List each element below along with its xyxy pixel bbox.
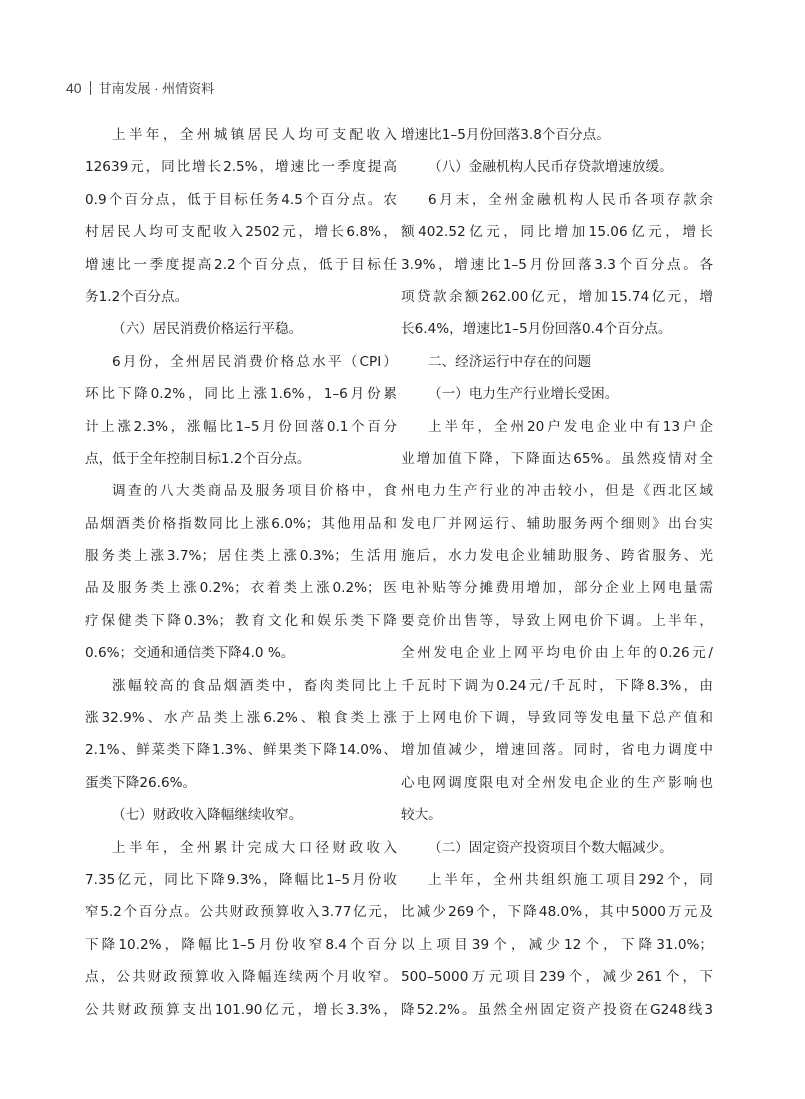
text-line: （一）电力生产行业增长受困。 (428, 386, 619, 403)
text-line: 调查的八大类商品及服务项目价格中，食 (112, 483, 397, 500)
page-number: 40 (66, 79, 82, 96)
text-line: 州电力生产行业的冲击较小，但是《西北区域 (401, 483, 713, 500)
text-line: 点，低于全年控制目标1.2个百分点。 (85, 450, 311, 467)
right-text-column (401, 119, 713, 1026)
text-line: 12639元，同比增长2.5%，增速比一季度提高 (85, 159, 397, 176)
text-line: 下降10.2%，降幅比1–5月份收窄8.4个百分 (85, 936, 397, 953)
text-line: 公共财政预算支出101.90亿元，增长3.3%， (85, 1001, 397, 1018)
text-line: 2.1%、鲜菜类下降1.3%、鲜果类下降14.0%、 (85, 742, 397, 759)
text-line: 电补贴等分摊费用增加，部分企业上网电量需 (401, 580, 713, 597)
text-line: 点，公共财政预算收入降幅连续两个月收窄。 (85, 969, 397, 986)
text-line: 品烟酒类价格指数同比上涨6.0%；其他用品和 (85, 515, 397, 532)
text-line: 涨32.9%、水产品类上涨6.2%、粮食类上涨 (85, 710, 397, 727)
text-line: 发电厂并网运行、辅助服务两个细则》出台实 (401, 515, 713, 532)
text-line: 疗保健类下降0.3%；教育文化和娱乐类下降 (85, 612, 397, 629)
text-line: 千瓦时下调为0.24元/千瓦时，下降8.3%，由 (401, 677, 713, 694)
text-line: 3.9%，增速比1–5月份回落3.3个百分点。各 (401, 256, 713, 273)
text-line: 村居民人均可支配收入2502元，增长6.8%， (85, 224, 397, 241)
publication-title: 甘南发展 · 州情资料 (98, 81, 215, 96)
text-line: 500–5000万元项目239个，减少261个，下 (401, 969, 713, 986)
text-line: 计上涨2.3%，涨幅比1–5月份回落0.1个百分 (85, 418, 397, 435)
text-line: 增加值减少，增速回落。同时，省电力调度中 (401, 742, 713, 759)
left-text-column (85, 119, 397, 1026)
text-line: 7.35亿元，同比下降9.3%，降幅比1–5月份收 (85, 871, 397, 888)
text-line: 6月末，全州金融机构人民币各项存款余 (428, 191, 713, 208)
text-line: 上半年，全州共组织施工项目292个，同 (428, 871, 713, 888)
text-line: 蛋类下降26.6%。 (85, 774, 197, 791)
text-line: 心电网调度限电对全州发电企业的生产影响也 (401, 774, 713, 791)
text-line: 以上项目39个，减少12个，下降31.0%； (401, 936, 713, 953)
text-line: 服务类上涨3.7%；居住类上涨0.3%；生活用 (85, 548, 397, 565)
text-line: 上半年，全州累计完成大口径财政收入 (112, 839, 397, 856)
text-line: 6月份，全州居民消费价格总水平（CPI） (112, 353, 397, 370)
text-line: 于上网电价下调，导致同等发电量下总产值和 (401, 710, 713, 727)
running-header (66, 78, 214, 97)
header-divider (90, 81, 91, 95)
text-line: 窄5.2个百分点。公共财政预算收入3.77亿元， (85, 904, 397, 921)
text-line: 降52.2%。虽然全州固定资产投资在G248线3 (401, 1001, 713, 1018)
text-line: 比减少269个，下降48.0%，其中5000万元及 (401, 904, 713, 921)
text-line: 品及服务类上涨0.2%；衣着类上涨0.2%；医 (85, 580, 397, 597)
text-line: 增速比一季度提高2.2个百分点，低于目标任 (85, 256, 397, 273)
text-line: 较大。 (401, 807, 442, 824)
text-line: 施后，水力发电企业辅助服务、跨省服务、光 (401, 548, 713, 565)
text-line: 涨幅较高的食品烟酒类中，畜肉类同比上 (112, 677, 397, 694)
text-line: 环比下降0.2%，同比上涨1.6%，1–6月份累 (85, 386, 397, 403)
text-line: 全州发电企业上网平均电价由上年的0.26元/ (401, 645, 713, 662)
text-line: （八）金融机构人民币存贷款增速放缓。 (428, 159, 673, 176)
text-line: 0.6%；交通和通信类下降4.0 %。 (85, 645, 295, 662)
text-line: 额402.52亿元，同比增加15.06亿元，增长 (401, 224, 713, 241)
text-line: （二）固定资产投资项目个数大幅减少。 (428, 839, 673, 856)
text-line: 业增加值下降，下降面达65%。虽然疫情对全 (401, 450, 713, 467)
text-line: 上半年，全州20户发电企业中有13户企 (428, 418, 713, 435)
text-line: （六）居民消费价格运行平稳。 (112, 321, 303, 338)
text-line: 长6.4%，增速比1–5月份回落0.4个百分点。 (401, 321, 672, 338)
text-line: 要竞价出售等，导致上网电价下调。上半年， (401, 612, 713, 629)
text-line: 增速比1–5月份回落3.8个百分点。 (401, 127, 610, 143)
text-line: 0.9个百分点，低于目标任务4.5个百分点。农 (85, 191, 397, 208)
text-line: 上半年，全州城镇居民人均可支配收入 (112, 127, 397, 143)
text-line: 二、经济运行中存在的问题 (428, 353, 592, 370)
text-line: 务1.2个百分点。 (85, 288, 189, 305)
text-line: 项贷款余额262.00亿元，增加15.74亿元，增 (401, 288, 713, 305)
text-line: （七）财政收入降幅继续收窄。 (112, 807, 303, 824)
